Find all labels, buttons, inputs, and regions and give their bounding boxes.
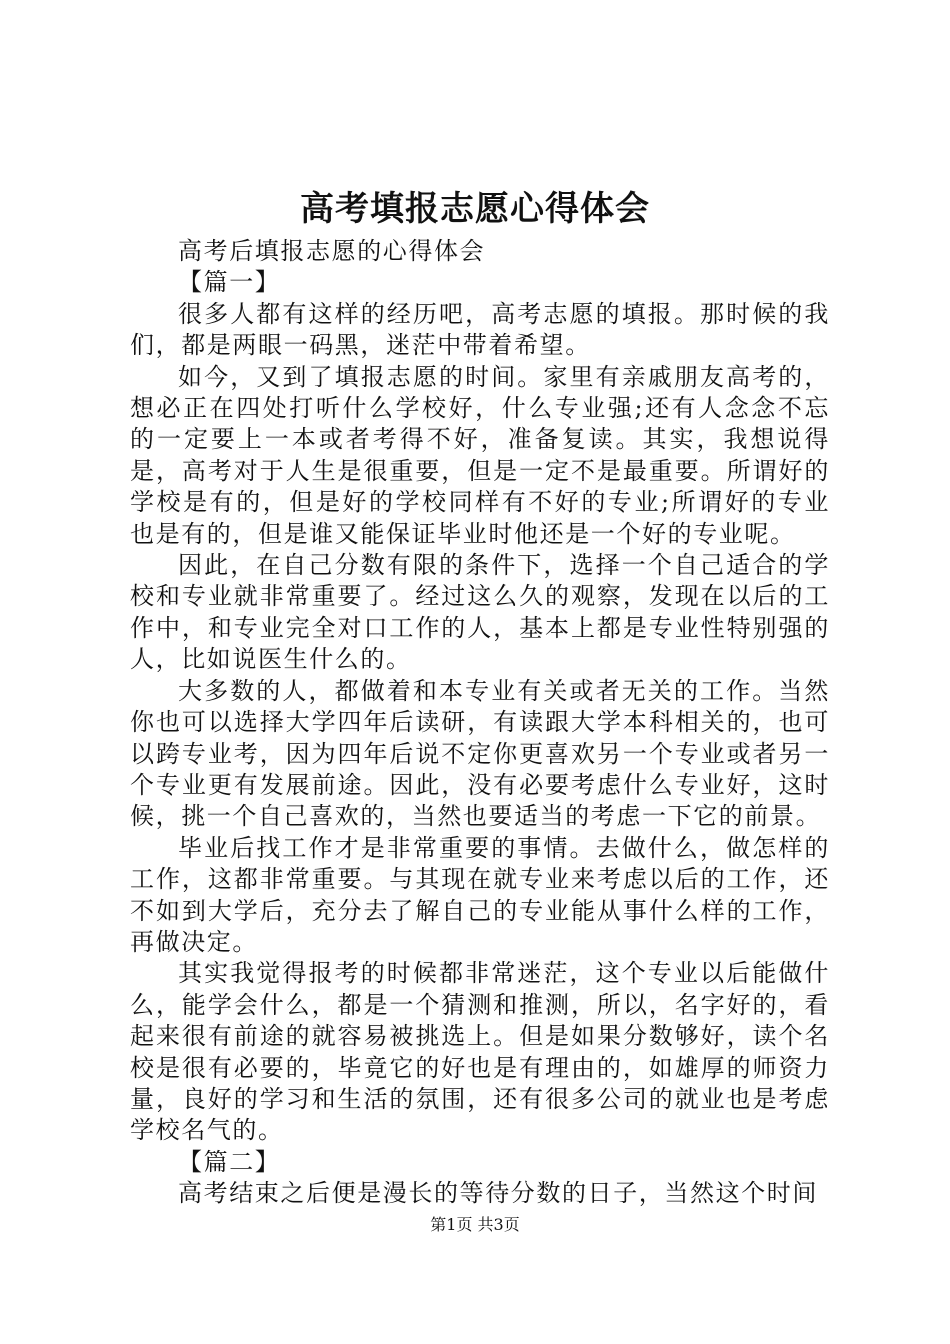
page-number-footer: 第1页 共3页 [430, 1215, 520, 1234]
subtitle-paragraph: 高考后填报志愿的心得体会 [178, 237, 486, 265]
body-paragraph: 其实我觉得报考的时候都非常迷茫，这个专业以后能做什么，能学会什么，都是一个猜测和推测，所以，名字好的，看起来很有前途的就容易被挑选上。但是如果分数够好，读个名校是很有必要的，毕竟它的好也是有理由的，如雄厚的师资力量，良好的学习和生活的氛围，还有很多公司的就业也是考虑学校名气的。 [130, 959, 830, 1145]
body-paragraph: 毕业后找工作才是非常重要的事情。去做什么，做怎样的工作，这都非常重要。与其现在就专业来考虑以后的工作，还不如到大学后，充分去了解自己的专业能从事什么样的工作，再做决定。 [130, 833, 830, 956]
body-paragraph: 大多数的人，都做着和本专业有关或者无关的工作。当然你也可以选择大学四年后读研，有读跟大学本科相关的，也可以跨专业考，因为四年后说不定你更喜欢另一个专业或者另一个专业更有发展前途。因此，没有必要考虑什么专业好，这时候，挑一个自己喜欢的，当然也要适当的考虑一下它的前景。 [130, 676, 830, 831]
body-paragraph: 如今，又到了填报志愿的时间。家里有亲戚朋友高考的，想必正在四处打听什么学校好，什么专业强;还有人念念不忘的一定要上一本或者考得不好，准备复读。其实，我想说得是，高考对于人生是很重要，但是一定不是最重要。所谓好的学校是有的，但是好的学校同样有不好的专业;所谓好的专业也是有的，但是谁又能保证毕业时他还是一个好的专业呢。 [130, 362, 830, 548]
document-body [130, 236, 830, 1210]
section-heading-two: 【篇二】 [178, 1147, 281, 1176]
document-title: 高考填报志愿心得体会 [300, 189, 650, 229]
body-paragraph: 高考结束之后便是漫长的等待分数的日子，当然这个时间 [178, 1179, 818, 1208]
body-paragraph: 很多人都有这样的经历吧，高考志愿的填报。那时候的我们，都是两眼一码黑，迷茫中带着希望。 [130, 299, 830, 360]
body-paragraph: 因此，在自己分数有限的条件下，选择一个自己适合的学校和专业就非常重要了。经过这么久的观察，发现在以后的工作中，和专业完全对口工作的人，基本上都是专业性特别强的人，比如说医生什么的。 [130, 551, 830, 674]
section-heading-one: 【篇一】 [178, 268, 281, 297]
